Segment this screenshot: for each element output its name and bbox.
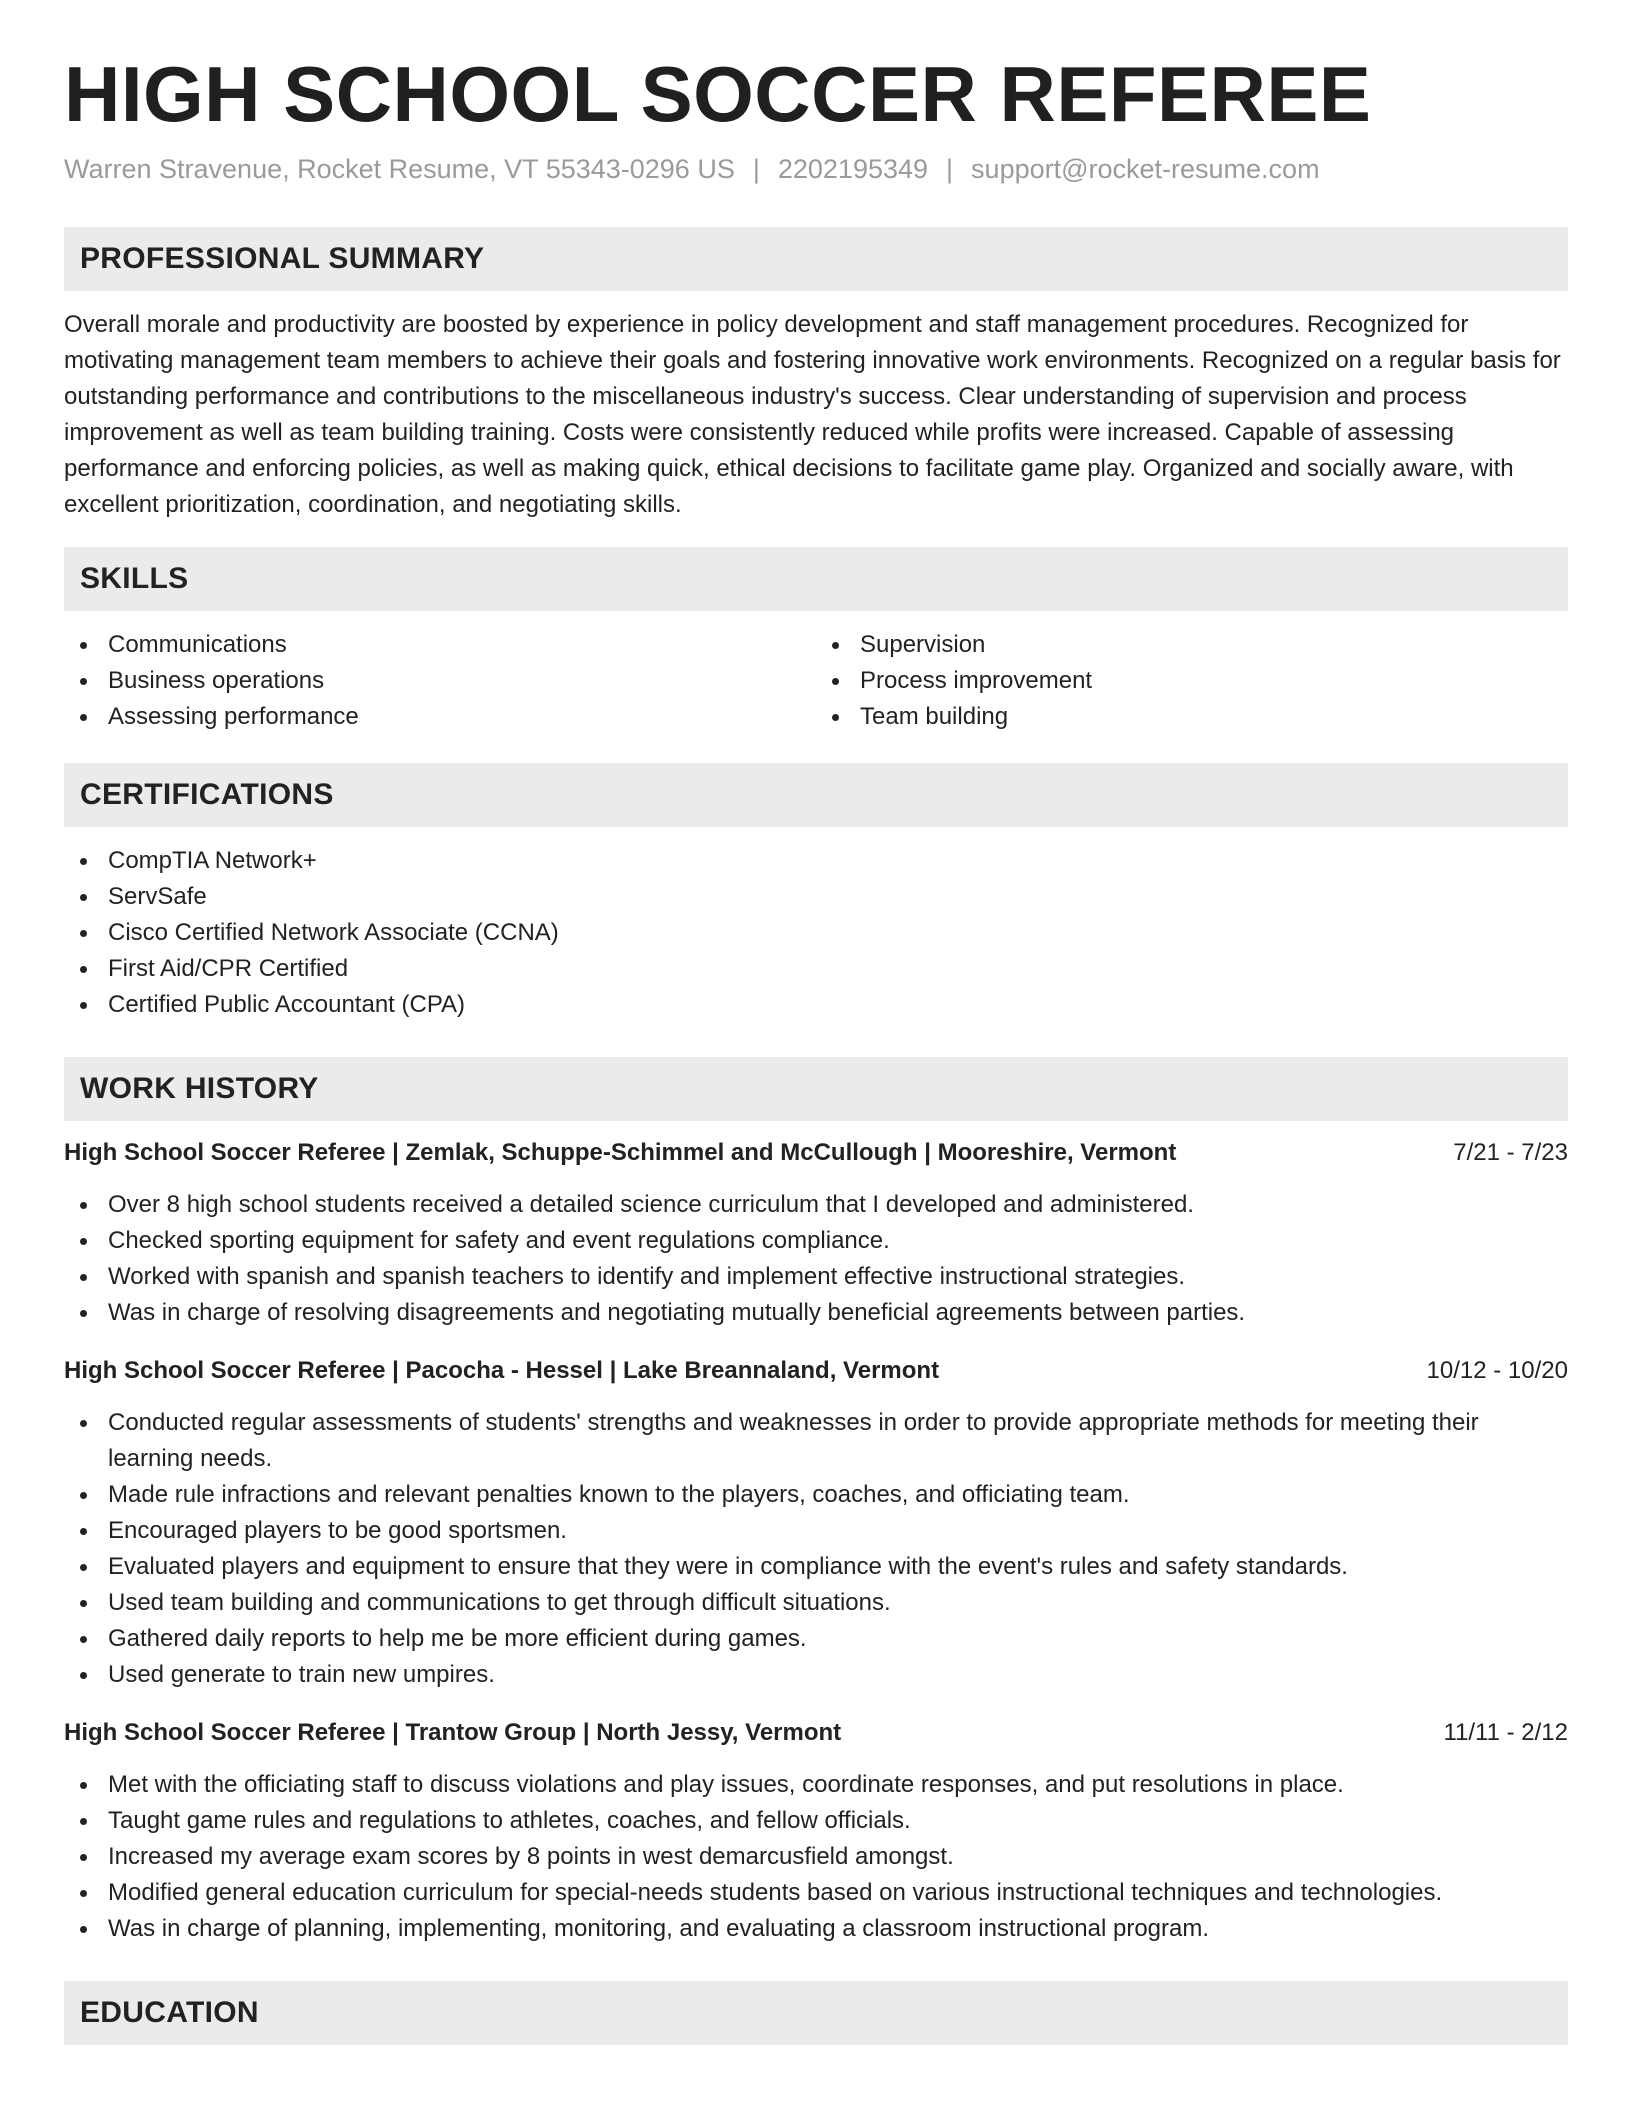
section-heading-education: EDUCATION [64, 1981, 1568, 2045]
contact-address: Warren Stravenue, Rocket Resume, VT 55343-0296 US [64, 153, 735, 184]
skill-item: Assessing performance [64, 699, 816, 735]
skills-grid [64, 627, 1568, 735]
job-entry [64, 1135, 1568, 1331]
job-bullet: Was in charge of planning, implementing, monitoring, and evaluating a classroom instructional program. [64, 1911, 1568, 1947]
skill-item: Process improvement [816, 663, 1568, 699]
skills-list-right [816, 627, 1568, 735]
job-bullet: Worked with spanish and spanish teachers to identify and implement effective instructional strategies. [64, 1259, 1568, 1295]
contact-separator: | [946, 153, 954, 184]
job-bullet: Made rule infractions and relevant penalties known to the players, coaches, and officiating team. [64, 1477, 1568, 1513]
job-bullets [64, 1187, 1568, 1331]
job-bullet: Modified general education curriculum for special-needs students based on various instructional techniques and technologies. [64, 1875, 1568, 1911]
contact-email: support@rocket-resume.com [971, 153, 1320, 184]
job-bullet: Checked sporting equipment for safety and event regulations compliance. [64, 1223, 1568, 1259]
job-bullet: Met with the officiating staff to discuss violations and play issues, coordinate responses, and put resolutions in place. [64, 1767, 1568, 1803]
certification-item: CompTIA Network+ [64, 843, 1568, 879]
skill-item: Communications [64, 627, 816, 663]
job-dates: 10/12 - 10/20 [1426, 1356, 1568, 1384]
job-bullet: Gathered daily reports to help me be more efficient during games. [64, 1621, 1568, 1657]
contact-separator: | [752, 153, 760, 184]
job-bullets [64, 1767, 1568, 1947]
job-bullet: Conducted regular assessments of students' strengths and weaknesses in order to provide appropriate methods for meeting their learning needs. [64, 1405, 1568, 1477]
certification-item: Cisco Certified Network Associate (CCNA) [64, 915, 1568, 951]
job-title: High School Soccer Referee | Zemlak, Schuppe-Schimmel and McCullough | Mooreshire, Vermont [64, 1138, 1177, 1166]
certification-item: Certified Public Accountant (CPA) [64, 987, 1568, 1023]
job-bullet: Encouraged players to be good sportsmen. [64, 1513, 1568, 1549]
job-bullet: Used generate to train new umpires. [64, 1657, 1568, 1693]
job-dates: 11/11 - 2/12 [1443, 1718, 1568, 1746]
contact-line [64, 152, 1568, 187]
skills-list-left [64, 627, 816, 735]
section-heading-work-history: WORK HISTORY [64, 1057, 1568, 1121]
contact-phone: 2202195349 [777, 153, 929, 184]
job-entry [64, 1715, 1568, 1947]
job-title: High School Soccer Referee | Pacocha - Hessel | Lake Breannaland, Vermont [64, 1356, 940, 1384]
certifications-list [64, 843, 1568, 1023]
job-bullet: Evaluated players and equipment to ensure that they were in compliance with the event's rules and safety standards. [64, 1549, 1568, 1585]
job-bullet: Over 8 high school students received a detailed science curriculum that I developed and administered. [64, 1187, 1568, 1223]
job-dates: 7/21 - 7/23 [1453, 1138, 1568, 1166]
section-heading-summary: PROFESSIONAL SUMMARY [64, 227, 1568, 291]
section-heading-skills: SKILLS [64, 547, 1568, 611]
summary-text: Overall morale and productivity are boosted by experience in policy development and staff management procedures. Recognized for motivating management team members to achieve their goals and fostering innovative work environments. Recognized on a regular basis for outstanding performance and contributions to the miscellaneous industry's success. Clear understanding of supervision and process improvement as well as team building training. Costs were consistently reduced while profits were increased. Capable of assessing performance and enforcing policies, as well as making quick, ethical decisions to facilitate game play. Organized and socially aware, with excellent prioritization, coordination, and negotiating skills. [64, 310, 1561, 518]
skill-item: Team building [816, 699, 1568, 735]
job-header [64, 1715, 1568, 1751]
skill-item: Business operations [64, 663, 816, 699]
job-bullet: Used team building and communications to get through difficult situations. [64, 1585, 1568, 1621]
job-header [64, 1135, 1568, 1171]
job-header [64, 1353, 1568, 1389]
certification-item: First Aid/CPR Certified [64, 951, 1568, 987]
job-bullet: Increased my average exam scores by 8 points in west demarcusfield amongst. [64, 1839, 1568, 1875]
skill-item: Supervision [816, 627, 1568, 663]
skills-column-left [64, 627, 816, 735]
job-entry [64, 1353, 1568, 1693]
job-title: High School Soccer Referee | Trantow Group | North Jessy, Vermont [64, 1718, 842, 1746]
resume-title: HIGH SCHOOL SOCCER REFEREE [64, 50, 1372, 138]
job-bullets [64, 1405, 1568, 1693]
certification-item: ServSafe [64, 879, 1568, 915]
skills-column-right [816, 627, 1568, 735]
job-bullet: Was in charge of resolving disagreements and negotiating mutually beneficial agreements between parties. [64, 1295, 1568, 1331]
job-bullet: Taught game rules and regulations to athletes, coaches, and fellow officials. [64, 1803, 1568, 1839]
section-heading-certifications: CERTIFICATIONS [64, 763, 1568, 827]
